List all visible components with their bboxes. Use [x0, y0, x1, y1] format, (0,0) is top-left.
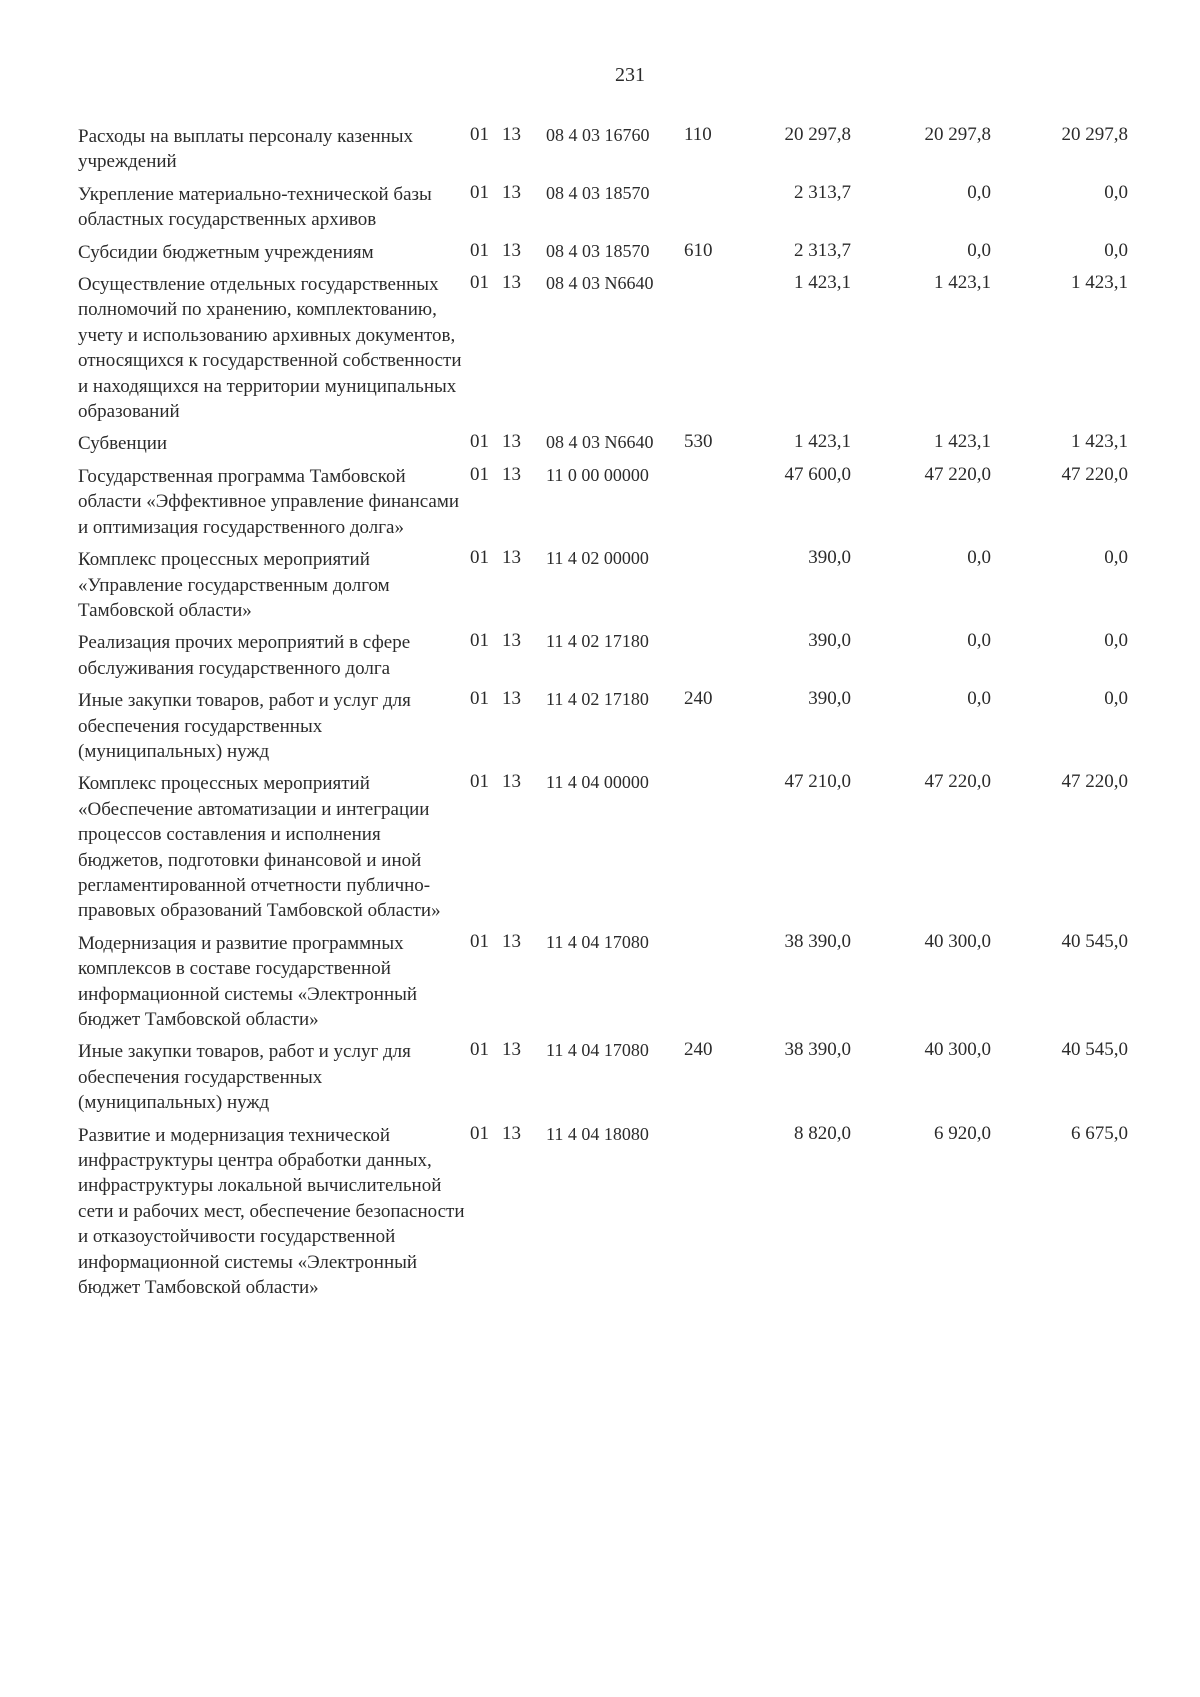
target-article-code: 11 4 02 17180 [546, 631, 649, 652]
target-article-code: 11 4 02 00000 [546, 548, 649, 569]
expense-type-code [684, 630, 736, 688]
row-name: Субсидии бюджетным учреждениям [78, 241, 374, 263]
amount-year-2: 40 300,0 [924, 930, 991, 952]
subsection-code: 13 [502, 688, 521, 710]
amount-year-1: 2 313,7 [794, 239, 851, 261]
subsection-code: 13 [502, 630, 521, 652]
row-name: Реализация прочих мероприятий в сфере обслуживания государственного долга [78, 632, 411, 679]
subsection-code: 13 [502, 1039, 521, 1061]
target-article-code: 11 4 04 17080 [546, 1040, 649, 1061]
amount-year-2: 1 423,1 [934, 431, 991, 453]
amount-year-2: 0,0 [967, 688, 991, 710]
amount-year-1: 1 423,1 [794, 431, 851, 453]
amount-year-1: 390,0 [808, 630, 851, 652]
section-code: 01 [470, 688, 489, 710]
expense-type-code [684, 1123, 736, 1308]
row-name: Субвенции [78, 433, 168, 455]
page-number: 231 [615, 64, 645, 86]
amount-year-1: 47 600,0 [784, 463, 851, 485]
amount-year-2: 40 300,0 [924, 1039, 991, 1061]
table-row [78, 240, 1128, 272]
expense-type-code: 530 [684, 431, 713, 453]
section-code: 01 [470, 547, 489, 569]
subsection-code: 13 [502, 547, 521, 569]
target-article-code: 11 4 02 17180 [546, 689, 649, 710]
amount-year-3: 1 423,1 [1071, 431, 1128, 453]
expense-type-code [684, 931, 736, 1040]
section-code: 01 [470, 239, 489, 261]
table-row [78, 272, 1128, 431]
subsection-code: 13 [502, 181, 521, 203]
subsection-code: 13 [502, 239, 521, 261]
section-code: 01 [470, 630, 489, 652]
target-article-code: 08 4 03 18570 [546, 182, 650, 203]
target-article-code: 08 4 03 N6640 [546, 432, 654, 453]
amount-year-1: 390,0 [808, 688, 851, 710]
amount-year-1: 38 390,0 [784, 930, 851, 952]
table-row [78, 1123, 1128, 1308]
expense-type-code: 240 [684, 1039, 713, 1061]
table-row [78, 464, 1128, 547]
table-row [78, 547, 1128, 630]
target-article-code: 08 4 03 16760 [546, 125, 650, 145]
row-name: Государственная программа Тамбовской области «Эффективное управление финансами и оптимизация государственного долга» [78, 465, 460, 538]
table-row [78, 931, 1128, 1040]
section-code: 01 [470, 771, 489, 793]
section-code: 01 [470, 431, 489, 453]
amount-year-2: 0,0 [967, 181, 991, 203]
expense-type-code [684, 182, 736, 240]
row-name: Иные закупки товаров, работ и услуг для обеспечения государственных (муниципальных) нужд [78, 690, 411, 762]
amount-year-3: 6 675,0 [1071, 1122, 1128, 1144]
row-name: Осуществление отдельных государственных полномочий по хранению, комплектованию, учету и использованию архивных документов, относящихся к государственной собственности и находящихся на территории муниципальных образований [78, 274, 462, 423]
row-name: Расходы на выплаты персоналу казенных учреждений [78, 126, 414, 173]
expense-type-code: 240 [684, 688, 713, 710]
subsection-code: 13 [502, 272, 521, 294]
section-code: 01 [470, 930, 489, 952]
amount-year-2: 6 920,0 [934, 1122, 991, 1144]
expense-type-code [684, 771, 736, 930]
section-code: 01 [470, 1122, 489, 1144]
amount-year-3: 0,0 [1104, 688, 1128, 710]
row-name: Укрепление материально-технической базы областных государственных архивов [78, 183, 432, 231]
amount-year-3: 47 220,0 [1061, 771, 1128, 793]
amount-year-2: 0,0 [967, 239, 991, 261]
table-row [78, 688, 1128, 771]
amount-year-3: 40 545,0 [1061, 1039, 1128, 1061]
table-row [78, 182, 1128, 240]
table-row [78, 630, 1128, 688]
section-code: 01 [470, 272, 489, 294]
amount-year-1: 2 313,7 [794, 181, 851, 203]
amount-year-2: 20 297,8 [924, 124, 991, 145]
expense-type-code [684, 547, 736, 630]
section-code: 01 [470, 124, 489, 145]
amount-year-2: 47 220,0 [924, 771, 991, 793]
target-article-code: 08 4 03 18570 [546, 240, 650, 261]
amount-year-1: 390,0 [808, 547, 851, 569]
subsection-code: 13 [502, 463, 521, 485]
row-name: Комплекс процессных мероприятий «Обеспечение автоматизации и интеграции процессов составления и исполнения бюджетов, подготовки финансовой и иной регламентированной отчетности публично-правовых образований Тамбовской области» [78, 773, 441, 922]
row-name: Иные закупки товаров, работ и услуг для обеспечения государственных (муниципальных) нужд [78, 1041, 411, 1114]
row-name: Комплекс процессных мероприятий «Управление государственным долгом Тамбовской области» [78, 549, 390, 621]
section-code: 01 [470, 463, 489, 485]
table-row [78, 124, 1128, 182]
subsection-code: 13 [502, 771, 521, 793]
expense-type-code: 110 [684, 124, 712, 145]
table-row [78, 431, 1128, 463]
target-article-code: 11 4 04 18080 [546, 1123, 649, 1144]
amount-year-1: 20 297,8 [784, 124, 851, 145]
subsection-code: 13 [502, 1122, 521, 1144]
row-name: Модернизация и развитие программных комплексов в составе государственной информационной системы «Электронный бюджет Тамбовской области» [78, 932, 418, 1030]
amount-year-3: 20 297,8 [1061, 124, 1128, 145]
subsection-code: 13 [502, 930, 521, 952]
expense-type-code [684, 464, 736, 547]
amount-year-3: 40 545,0 [1061, 930, 1128, 952]
row-name: Развитие и модернизация технической инфраструктуры центра обработки данных, инфраструктуры локальной вычислительной сети и рабочих мест, обеспечение безопасности и отказоустойчивости государственной информационной системы «Электронный бюджет Тамбовской области» [78, 1124, 465, 1299]
amount-year-1: 38 390,0 [784, 1039, 851, 1061]
budget-table [78, 124, 1128, 1307]
amount-year-1: 1 423,1 [794, 272, 851, 294]
amount-year-3: 0,0 [1104, 239, 1128, 261]
target-article-code: 11 0 00 00000 [546, 464, 649, 485]
amount-year-2: 47 220,0 [924, 463, 991, 485]
subsection-code: 13 [502, 124, 521, 145]
expense-type-code [684, 272, 736, 431]
amount-year-3: 1 423,1 [1071, 272, 1128, 294]
expense-type-code: 610 [684, 239, 713, 261]
target-article-code: 11 4 04 00000 [546, 772, 649, 793]
amount-year-3: 0,0 [1104, 181, 1128, 203]
amount-year-2: 0,0 [967, 630, 991, 652]
target-article-code: 11 4 04 17080 [546, 931, 649, 952]
table-row [78, 1039, 1128, 1122]
amount-year-1: 47 210,0 [784, 771, 851, 793]
amount-year-3: 0,0 [1104, 630, 1128, 652]
amount-year-3: 0,0 [1104, 547, 1128, 569]
amount-year-1: 8 820,0 [794, 1122, 851, 1144]
subsection-code: 13 [502, 431, 521, 453]
amount-year-2: 1 423,1 [934, 272, 991, 294]
section-code: 01 [470, 1039, 489, 1061]
amount-year-3: 47 220,0 [1061, 463, 1128, 485]
table-row [78, 771, 1128, 930]
target-article-code: 08 4 03 N6640 [546, 273, 654, 294]
section-code: 01 [470, 181, 489, 203]
amount-year-2: 0,0 [967, 547, 991, 569]
